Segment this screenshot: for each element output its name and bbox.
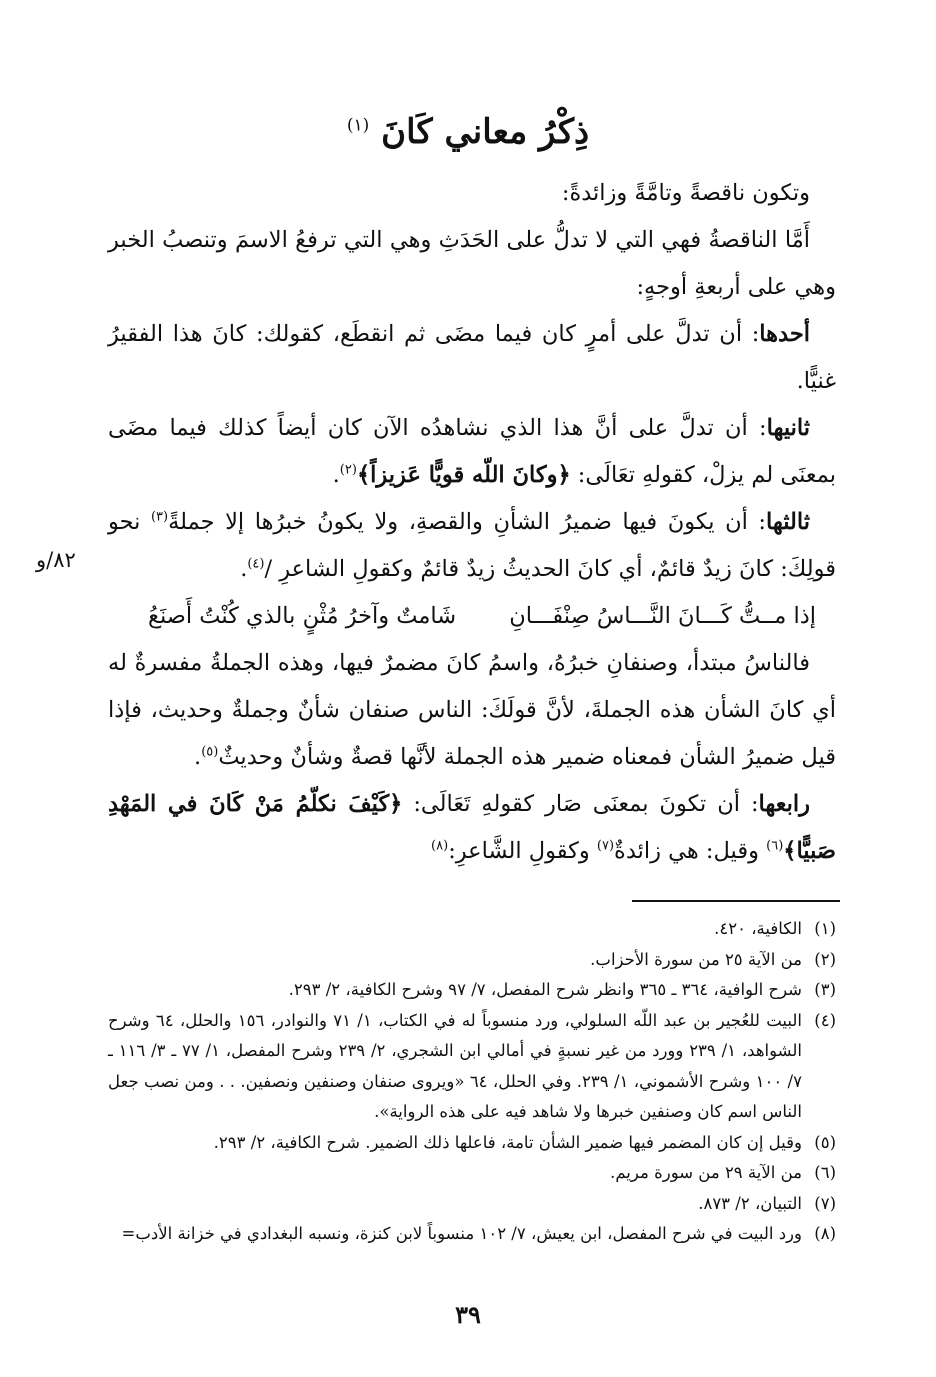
paragraph-text: وكقولِ الشَّاعرِ: bbox=[448, 838, 597, 864]
footnote-number: (٢) bbox=[814, 949, 836, 969]
footnote-number: (٤) bbox=[814, 1010, 836, 1030]
footnote-separator bbox=[632, 900, 840, 902]
title-text: ذِكْرُ معاني كَانَ bbox=[381, 112, 590, 152]
footnote-number: (١) bbox=[814, 919, 836, 938]
footnote-number: (٧) bbox=[814, 1193, 836, 1213]
poem-first-hemistich: إذا مــتُّ كَـــانَ النَّـــاسُ صِنْفَـــانِ bbox=[509, 603, 816, 629]
footnote-item bbox=[108, 975, 836, 1006]
paragraph-text: : أن تكونَ بمعنَى صَار كقولهِ تَعَالَى: bbox=[402, 791, 759, 817]
paragraph-text: : أن تدلَّ على أمرٍ كان فيما مضَى ثم انقطَع، كقولك: كانَ هذا الفقيرُ غنيًّا. bbox=[108, 321, 836, 394]
paragraph-second-meaning bbox=[108, 405, 836, 499]
paragraph-naqisa: أَمَّا الناقصةُ فهي التي لا تدلُّ على الحَدَثِ وهي التي ترفعُ الاسمَ وتنصبُ الخبر وهي على أربعةِ أوجهٍ: bbox=[108, 227, 836, 300]
footnote-text: وقيل إن كان المضمر فيها ضمير الشأن تامة، فاعلها ذلك الضمير. شرح الكافية، ٢/ ٢٩٣. bbox=[213, 1132, 802, 1152]
lead-word: ثالثها bbox=[766, 509, 811, 535]
paragraph-end: . bbox=[194, 744, 202, 770]
paragraph-text: نحو قولِكَ: كانَ زيدٌ قائمٌ، أي كانَ الحديثُ زيدٌ قائمٌ وكقولِ الشاعرِ / bbox=[108, 509, 836, 582]
paragraph-text: فالناسُ مبتدأ، وصنفانِ خبرُهُ، واسمُ كانَ مضمرٌ فيها، وهذه الجملةُ مفسرةٌ له أي كانَ الشأن هذه الجملةَ، لأنَّ قولَكَ: الناس صنفان شأنٌ وجملةٌ وحديث، فإذا قيل ضميرُ الشأن فمعناه ضمير هذه الجملة لأنَّها قصةٌ وشأنٌ وحديثٌ bbox=[108, 650, 836, 770]
footnote-ref: (٣) bbox=[150, 509, 169, 525]
footnote-text: من الآية ٢٩ من سورة مريم. bbox=[610, 1163, 802, 1182]
footnotes-section bbox=[108, 914, 836, 1250]
footnote-number: (٦) bbox=[814, 1163, 836, 1182]
paragraph-text: : أن يكونَ فيها ضميرُ الشأنِ والقصةِ، ولا يكونُ خبرُها إلا جملةً bbox=[168, 509, 767, 535]
footnote-item bbox=[108, 945, 836, 976]
footnote-text: شرح الوافية، ٣٦٤ ـ ٣٦٥ وانظر شرح المفصل، ٧/ ٩٧ وشرح الكافية، ٢/ ٢٩٣. bbox=[288, 980, 802, 999]
footnote-text: من الآية ٢٥ من سورة الأحزاب. bbox=[590, 949, 802, 969]
footnote-item bbox=[108, 914, 836, 945]
paragraph-end: . bbox=[240, 556, 248, 582]
quran-quote: ﴿كَيْفَ نكلّمُ مَنْ كَانَ في المَهْدِ صَبيًّا﴾ bbox=[108, 791, 836, 864]
paragraph-explanation bbox=[108, 640, 836, 781]
footnote-ref: (٢) bbox=[339, 462, 357, 478]
footnote-ref: (٦) bbox=[766, 838, 784, 854]
footnote-number: (٥) bbox=[814, 1132, 836, 1152]
footnote-item bbox=[108, 1189, 836, 1220]
footnote-number: (٣) bbox=[814, 980, 836, 999]
footnote-text: ورد البيت في شرح المفصل، ابن يعيش، ٧/ ١٠٢ منسوباً لابن كنزة، ونسبه البغدادي في خزانة الأدب= bbox=[121, 1224, 802, 1243]
paragraph-text: : أن تدلَّ على أنَّ هذا الذي نشاهدُه الآن كان أيضاً كذلك فيما مضَى بمعنَى لم يزلْ، كقولهِ تعَالَى: bbox=[108, 415, 836, 488]
footnote-item bbox=[108, 1219, 836, 1250]
footnote-ref: (٨) bbox=[431, 838, 449, 854]
footnote-ref: (٤) bbox=[247, 556, 265, 572]
page-number: ٣٩ bbox=[455, 1300, 481, 1329]
main-text bbox=[108, 170, 836, 875]
footnote-item bbox=[108, 1128, 836, 1159]
footnote-text: التبيان، ٢/ ٨٧٣. bbox=[698, 1193, 802, 1213]
lead-word: أحدها bbox=[759, 321, 810, 347]
footnote-item bbox=[108, 1158, 836, 1189]
lead-word: رابعها bbox=[758, 791, 810, 817]
paragraph-fourth-meaning bbox=[108, 781, 836, 875]
margin-folio-note: ٨٢/و bbox=[36, 548, 76, 572]
lead-word: ثانيها bbox=[766, 415, 810, 441]
paragraph-intro: وتكون ناقصةً وتامَّةً وزائدةً: bbox=[561, 180, 810, 206]
title-footnote-ref: (١) bbox=[346, 115, 370, 136]
page-title bbox=[0, 112, 936, 152]
poem-second-hemistich: شَامتٌ وآخرُ مُثْنٍ بالذي كُنْتُ أَصنَعُ bbox=[148, 603, 457, 629]
footnote-text: الكافية، ٤٢٠. bbox=[714, 919, 802, 938]
footnote-item bbox=[108, 1006, 836, 1128]
paragraph-third-meaning bbox=[108, 499, 836, 593]
paragraph-text: وقيل: هي زائدةٌ bbox=[614, 838, 767, 864]
footnote-ref: (٥) bbox=[201, 744, 219, 760]
paragraph-first-meaning bbox=[108, 311, 836, 405]
quran-quote: ﴿وكانَ اللّه قويًّا عَزيزاً﴾ bbox=[356, 462, 571, 488]
footnote-text: البيت للعُجير بن عبد اللّه السلولي، ورد منسوباً له في الكتاب، ١/ ٧١ والنوادر، ١٥٦ والحلل، ٦٤ وشرح الشواهد، ١/ ٢٣٩ وورد من غير نسبةٍ في أمالي ابن الشجري، ٢/ ٢٣٩ وشرح المفصل، ١/ ٧٧ ـ ٣/ ١١٦ ـ ٧/ ١٠٠ وشرح الأشموني، ١/ ٢٣٩. وفي الحلل، ٦٤ «ويروى صنفان وصنفين ونصفين. . . ومن نصب جعل الناس اسم كان وصنفين خبرها ولا شاهد فيه على هذه الرواية». bbox=[108, 1010, 802, 1121]
footnote-ref: (٧) bbox=[596, 838, 615, 854]
footnote-number: (٨) bbox=[814, 1224, 836, 1243]
poem-verse bbox=[108, 593, 836, 640]
paragraph-end: . bbox=[332, 462, 340, 488]
